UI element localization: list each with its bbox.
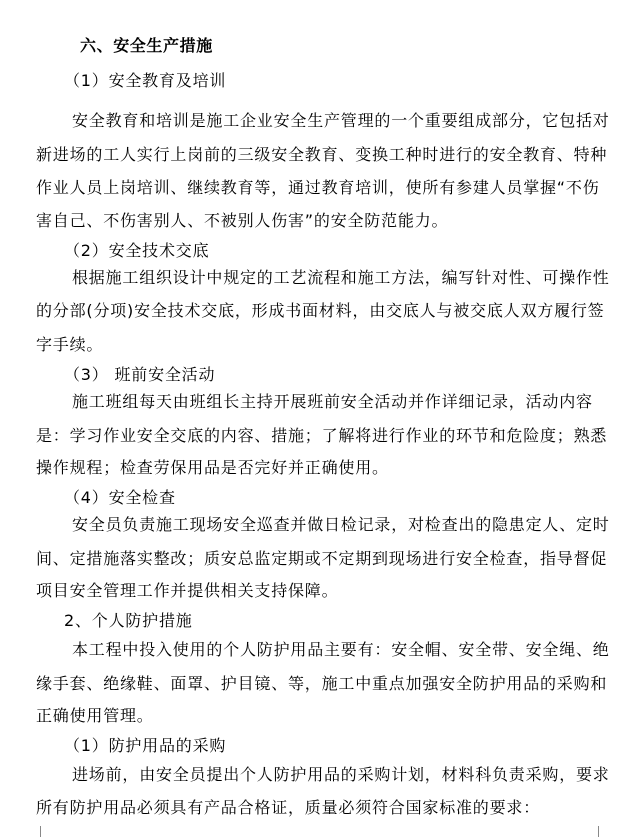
paragraph-line: 害自己、不伤害别人、不被别人伤害”的安全防范能力。 — [36, 211, 449, 230]
paragraph-line: 缘手套、绝缘鞋、面罩、护目镜、等，施工中重点加强安全防护用品的采购和 — [36, 674, 608, 693]
subsection-title-procurement: （1）防护用品的采购 — [64, 736, 227, 755]
paragraph-line: 进场前，由安全员提出个人防护用品的采购计划，材料科负责采购，要求 — [72, 765, 610, 784]
crop-mark-right — [598, 826, 609, 837]
paragraph-line: 施工班组每天由班组长主持开展班前安全活动并作详细记录，活动内容 — [72, 392, 593, 411]
subsection-title-pre-shift: （3） 班前安全活动 — [64, 365, 216, 384]
paragraph-line: 作业人员上岗培训、继续教育等，通过教育培训，使所有参建人员掌握“不伤 — [36, 178, 600, 197]
paragraph-line: 新进场的工人实行上岗前的三级安全教育、变换工种时进行的安全教育、特种 — [36, 145, 608, 164]
paragraph-line: 字手续。 — [36, 335, 104, 354]
paragraph-line: 本工程中投入使用的个人防护用品主要有：安全帽、安全带、安全绳、绝 — [72, 640, 610, 659]
paragraph-line: 安全员负责施工现场安全巡查并做日检记录，对检查出的隐患定人、定时 — [72, 515, 610, 534]
paragraph-line: 的分部(分项)安全技术交底，形成书面材料，由交底人与被交底人双方履行签 — [36, 301, 605, 320]
section-title-personal-protection: 2、个人防护措施 — [64, 611, 193, 630]
subsection-title-education: （1）安全教育及培训 — [64, 71, 227, 90]
paragraph-line: 操作规程；检查劳保用品是否完好并正确使用。 — [36, 458, 389, 477]
paragraph-line: 安全教育和培训是施工企业安全生产管理的一个重要组成部分，它包括对 — [72, 111, 610, 130]
section-heading: 六、安全生产措施 — [80, 36, 213, 55]
subsection-title-inspection: （4）安全检查 — [64, 488, 176, 507]
paragraph-line: 根据施工组织设计中规定的工艺流程和施工方法，编写针对性、可操作性 — [72, 268, 610, 287]
paragraph-line: 是：学习作业安全交底的内容、措施；了解将进行作业的环节和危险度；熟悉 — [36, 426, 608, 445]
paragraph-line: 项目安全管理工作并提供相关支持保障。 — [36, 581, 339, 600]
crop-mark-left — [30, 826, 41, 837]
paragraph-line: 所有防护用品必须具有产品合格证，质量必须符合国家标准的要求： — [36, 798, 541, 817]
subsection-title-disclosure: （2）安全技术交底 — [64, 241, 210, 260]
paragraph-line: 正确使用管理。 — [36, 706, 154, 725]
paragraph-line: 间、定措施落实整改；质安总监定期或不定期到现场进行安全检查，指导督促 — [36, 549, 608, 568]
